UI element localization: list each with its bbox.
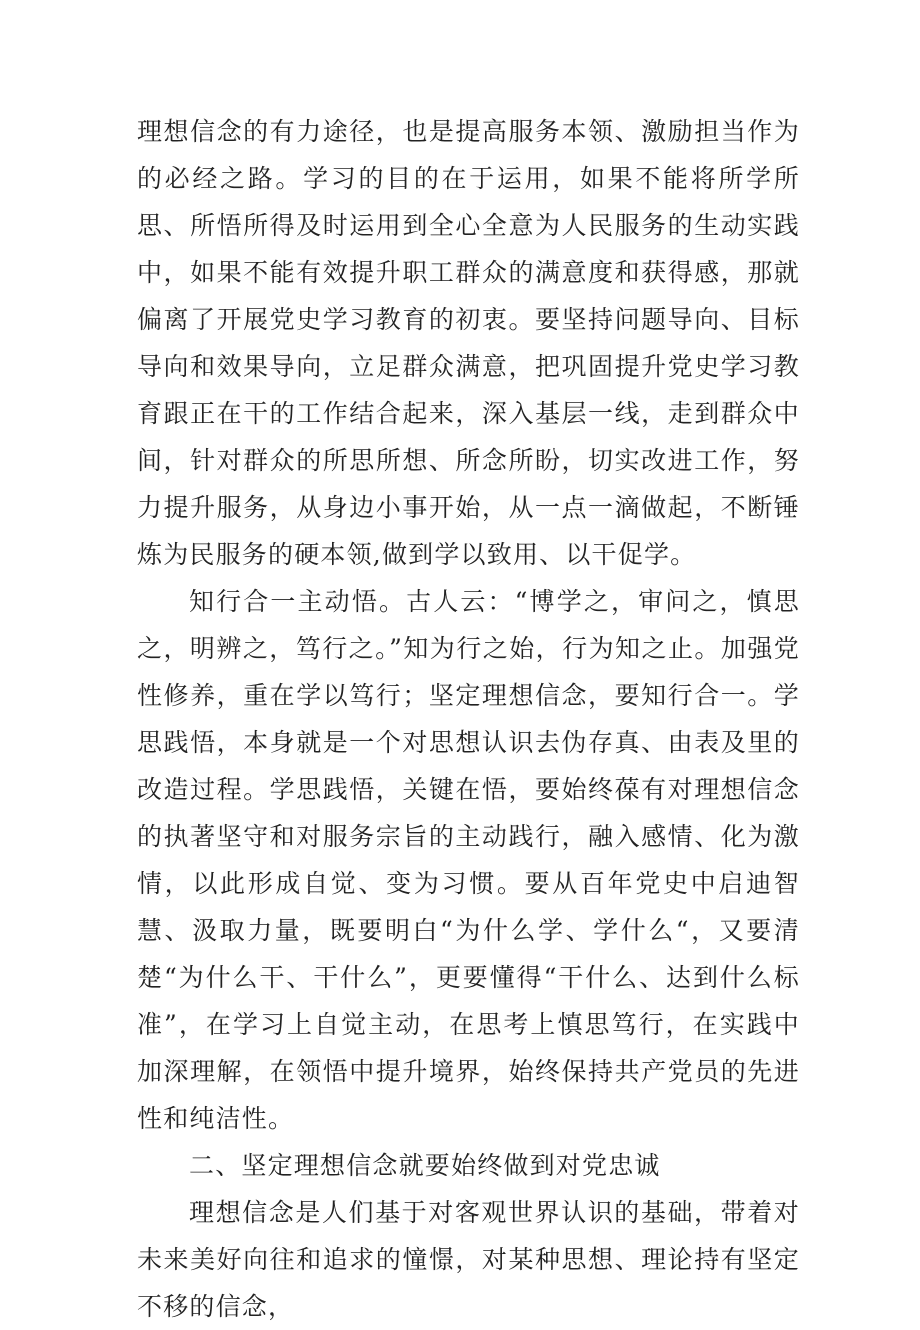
document-page: [137, 108, 800, 1330]
section-heading: 二、坚定理想信念就要始终做到对党忠诚: [189, 1151, 661, 1180]
body-paragraph-3: 理想信念是人们基于对客观世界认识的基础，带着对未来美好向往和追求的憧憬，对某种思想、理论持有坚定不移的信念，: [137, 1198, 800, 1321]
body-paragraph-1: 理想信念的有力途径，也是提高服务本领、激励担当作为的必经之路。学习的目的在于运用，如果不能将所学所思、所悟所得及时运用到全心全意为人民服务的生动实践中，如果不能有效提升职工群众的满意度和获得感，那就偏离了开展党史学习教育的初衷。要坚持问题导向、目标导向和效果导向，立足群众满意，把巩固提升党史学习教育跟正在干的工作结合起来，深入基层一线，走到群众中间，针对群众的所思所想、所念所盼，切实改进工作，努力提升服务，从身边小事开始，从一点一滴做起，不断锤炼为民服务的硬本领,做到学以致用、以干促学。: [137, 117, 800, 569]
body-paragraph-2: 知行合一主动悟。古人云：“博学之，审问之，慎思之，明辨之，笃行之。”知为行之始，行为知之止。加强党性修养，重在学以笃行；坚定理想信念，要知行合一。学思践悟，本身就是一个对思想认识去伪存真、由表及里的改造过程。学思践悟，关键在悟，要始终葆有对理想信念的执著坚守和对服务宗旨的主动践行，融入感情、化为激情，以此形成自觉、变为习惯。要从百年党史中启迪智慧、汲取力量，既要明白“为什么学、学什么“，又要清楚“为什么干、干什么”，更要懂得“干什么、达到什么标准”，在学习上自觉主动，在思考上慎思笃行，在实践中加深理解，在领悟中提升境界，始终保持共产党员的先进性和纯洁性。: [137, 587, 800, 1133]
